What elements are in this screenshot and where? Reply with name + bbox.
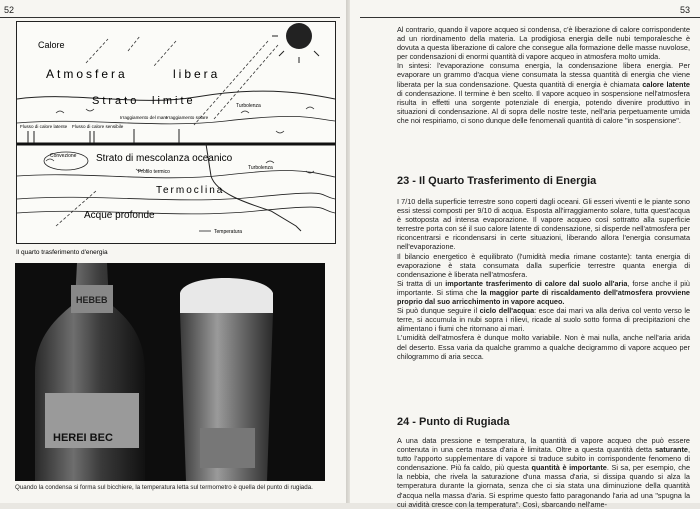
bottle-label-top: HEBEB <box>76 295 108 305</box>
page-number-right: 53 <box>679 5 690 15</box>
diagram-frame <box>17 22 336 244</box>
label-turbolenza-bottom: Turbolenza <box>248 165 273 171</box>
heading-section-24: 24 - Punto di Rugiada <box>397 416 510 428</box>
beer-photo <box>15 263 325 481</box>
label-strato: Strato <box>92 95 140 107</box>
beer-foam <box>180 278 273 313</box>
section-23-text <box>397 197 690 361</box>
heading-section-23: 23 - Il Quarto Trasferimento di Energia <box>397 175 597 187</box>
beer-photo-drawing <box>15 263 325 481</box>
bottle-label-bottom: HEREI BEC <box>53 432 113 444</box>
s23-paragraph-4: Si può dunque seguire il ciclo dell'acqua: esce dai mari va alla deriva col vento verso le terre, si accumula in nubi sopra i rilievi, ricade al suolo sotto forma di precipitazioni che alimentano i fiumi che ritornano ai mari. <box>397 306 690 334</box>
label-termoclina: Termoclina <box>156 185 225 196</box>
intro-text <box>397 25 690 125</box>
intro-paragraph-1: Al contrario, quando il vapore acqueo si condensa, c'è liberazione di calore corrispondente ad un riordinamento della materia. La prodigiosa energia delle nubi temporalesche è dovuta a questa liberazione di calore che consegue alla formazione delle masse nuvolose, per condensazioni di enormi quantità di vapore acqueo in atmosfera molto umida. <box>397 25 690 62</box>
s23-paragraph-5: L'umidità dell'atmosfera è dunque molto variabile. Non è mai nulla, anche nell'aria arida del deserto. Essa varia da qualche grammo a qualche decigrammo di vapore acqueo per chilogrammo di aria secca. <box>397 333 690 361</box>
label-irraggiamento-solare: Irraggiamento solare <box>166 115 209 120</box>
label-acque-profonde: Acque profonde <box>84 210 155 221</box>
label-convezione: Convezione <box>50 153 77 159</box>
energy-diagram <box>16 21 336 256</box>
label-strato-mescolanza: Strato di mescolanza oceanico <box>96 153 233 164</box>
section-24-text <box>397 436 690 509</box>
page-number-left: 52 <box>4 5 15 15</box>
label-libera: libera <box>173 67 221 81</box>
label-calore: Calore <box>38 40 65 50</box>
label-profilo-termico: Profilo termico <box>138 169 170 175</box>
label-irraggiamento-mare: Irraggiamento del mare <box>120 115 168 120</box>
s23-paragraph-1: I 7/10 della superficie terrestre sono coperti dagli oceani. Gli esseri viventi e le piante sono essi stessi composti per 9/10 di acqua. Esposta all'irraggiamento solare, tutta quest'acqua è sottoposta ad intensa evaporazione. Il vapore acqueo così sottratto alla superficie terrestre porta con sé il suo calore latente di condensazione, si disperde nell'atmosfera per riconcentrarsi e ricondensarsi in certe situazioni, liberando allora l'energia consumata nell'evaporazione. <box>397 197 690 252</box>
s24-paragraph-1: A una data pressione e temperatura, la quantità di vapore acqueo che può essere contenuta in una certa massa d'aria è limitata. Oltre a questa quantità detta saturante, tutto l'apporto supplementare di vapore si traduce subito in corrispondente fenomeno di condensazione. Più fa caldo, più questa quantità è importante. Si sa, per esempio, che la nebbia, che rivela la saturazione d'una massa d'aria, si dissipa quando si alza la temperatura durante la giornata, senza che ci sia stata una diminuzione della quantità d'acqua nella massa d'aria. Si esprime questo fatto paragonando l'aria ad una "spugna la cui avidità cresce con la temperatura". Così, sbarcando nell'ame- <box>397 436 690 509</box>
sun-icon <box>286 23 312 49</box>
intro-paragraph-2: In sintesi: l'evaporazione consuma energia, la condensazione libera energia. Per evaporare un grammo d'acqua viene consumata la stessa quantità di energia che viene liberata per la sua condensazione. Questa quantità di energia è chiamata calore latente di condensazione. Il termine è ben scelto. Il vapore acqueo in sospensione nell'atmosfera risulta in effetti una sorgente potenziale di energia, potendo divenire produttivo in situazioni di condensazione. Al di sopra delle nostre teste, nell'aria perpetuamente umida che noi respiriamo, ci sono dunque delle fenomenali quantità di calore "in sospensione". <box>397 61 690 125</box>
s23-paragraph-3: Si tratta di un importante trasferimento di calore dal suolo all'aria, forse anche il più importante. Si stima che la maggior parte di riscaldamento dell'atmosfera provviene proprio dal suo arricchimento in vapore acqueo. <box>397 278 690 307</box>
glass-logo <box>200 428 255 468</box>
label-temperatura: Temperatura <box>214 229 243 235</box>
label-flusso-latente: Flusso di calore latente <box>20 124 68 129</box>
label-flusso-sensibile: Flusso di calore sensibile <box>72 124 124 129</box>
label-atmosfera: Atmosfera <box>46 67 128 81</box>
left-page <box>0 0 346 503</box>
header-rule-right <box>360 17 700 18</box>
label-turbolenza-top: Turbolenza <box>236 103 261 109</box>
diagram-caption: Il quarto trasferimento d'energia <box>16 249 108 256</box>
bold-calore-latente: calore latente <box>642 79 690 89</box>
header-rule-left <box>0 17 340 18</box>
label-limite: limite <box>152 95 196 107</box>
s23-paragraph-2: Il bilancio energetico è equilibrato (l'umidità media rimane costante): tanta energia di evaporazione è stata consumata dalla superficie terrestre quanta energia di condensazione è liberata nell'atmosfera. <box>397 251 690 279</box>
photo-caption: Quando la condensa si forma sul bicchiere, la temperatura letta sul termometro è quella del punto di rugiada. <box>15 484 313 491</box>
